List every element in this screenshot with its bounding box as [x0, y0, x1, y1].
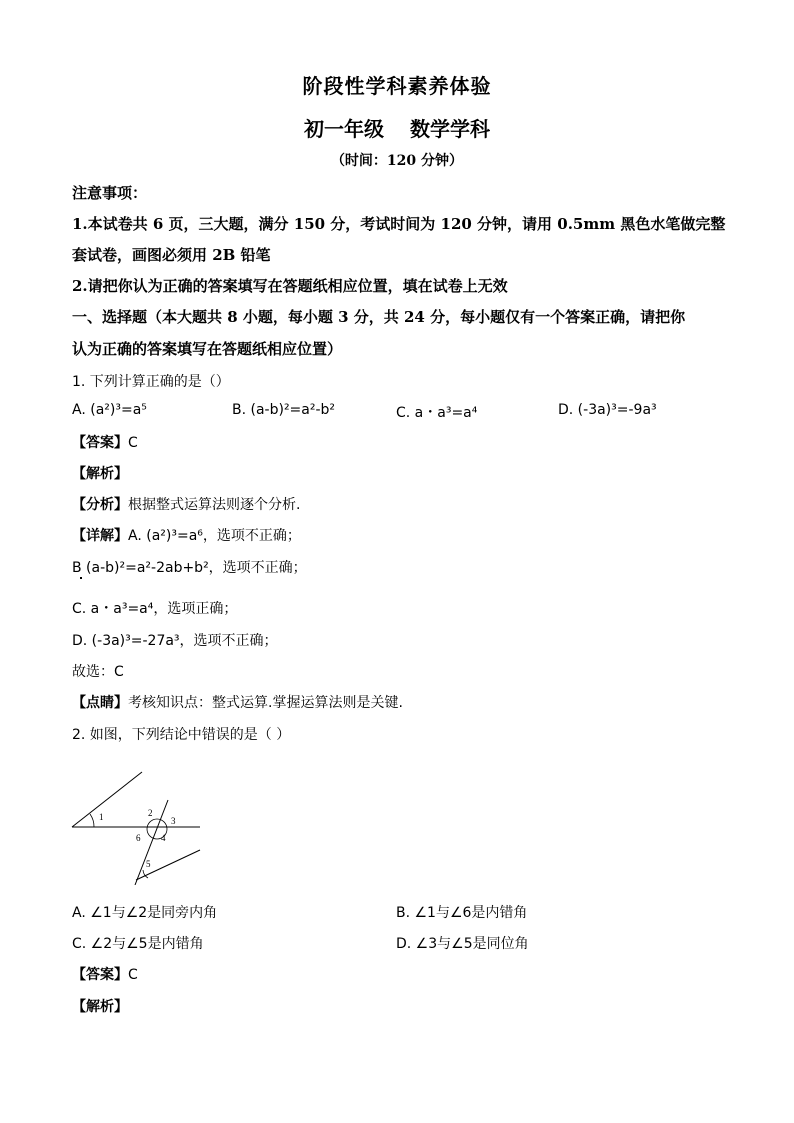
answer-tag: 【答案】: [72, 435, 128, 451]
question-1-option-c: C. a・a³=a⁴: [396, 405, 478, 421]
grade-label: 初一年级: [304, 117, 384, 141]
question-2-option-d: D. ∠3与∠5是同位角: [396, 936, 529, 952]
angle-label-6: 6: [136, 833, 141, 843]
question-1-analysis-tag: 【解析】: [72, 466, 128, 482]
notes-heading: 注意事项：: [72, 184, 148, 202]
angle-1-arc: [90, 814, 94, 827]
fenxi-tag: 【分析】: [72, 497, 128, 513]
note-item-1-line-2: 套试卷，画图必须用 2B 铅笔: [72, 246, 271, 264]
question-2-stem: 2. 如图，下列结论中错误的是（ ）: [72, 727, 291, 743]
angle-label-4: 4: [161, 833, 166, 843]
question-1-option-a: A. (a²)³=a⁵: [72, 402, 147, 418]
question-1-xiangjie-c: C. a・a³=a⁴，选项正确；: [72, 601, 238, 617]
question-1-dianjing: [72, 692, 403, 712]
dianjing-tag: 【点睛】: [72, 695, 128, 711]
angle-diagram: [70, 770, 210, 885]
dianjing-text: 考核知识点：整式运算.掌握运算法则是关键.: [128, 695, 403, 711]
question-1-option-d: D. (-3a)³=-9a³: [558, 402, 657, 418]
angle-label-1: 1: [99, 812, 104, 822]
question-1-choice: 故选：C: [72, 664, 124, 680]
upper-diagonal-line: [72, 772, 142, 827]
fenxi-text: 根据整式运算法则逐个分析.: [128, 497, 301, 513]
answer-value: C: [128, 435, 138, 451]
note-item-1-line-1: 1.本试卷共 6 页，三大题，满分 150 分，考试时间为 120 分钟，请用 0.5mm 黑色水笔做完整: [72, 215, 726, 233]
question-1-option-b: B. (a-b)²=a²-b²: [232, 402, 336, 418]
exam-subtitle: [0, 113, 794, 142]
answer-value: C: [128, 967, 138, 983]
stray-dot: [80, 577, 82, 579]
question-1-xiangjie-b: B (a-b)²=a²-2ab+b²，选项不正确；: [72, 560, 307, 576]
question-2-option-b: B. ∠1与∠6是内错角: [396, 905, 528, 921]
question-2-analysis-tag: 【解析】: [72, 999, 128, 1015]
question-1-xiangjie-d: D. (-3a)³=-27a³，选项不正确；: [72, 633, 278, 649]
question-1-xiangjie-a: [72, 525, 301, 545]
question-2-option-a: A. ∠1与∠2是同旁内角: [72, 905, 218, 921]
question-2-answer: [72, 964, 138, 984]
xiangjie-a-text: A. (a²)³=a⁶，选项不正确；: [128, 528, 301, 544]
subject-label: 数学学科: [410, 117, 490, 141]
question-2-option-c: C. ∠2与∠5是内错角: [72, 936, 204, 952]
exam-title: 阶段性学科素养体验: [302, 74, 492, 98]
exam-time: （时间：120 分钟）: [330, 153, 464, 169]
angle-label-5: 5: [146, 859, 151, 869]
xiangjie-tag: 【详解】: [72, 528, 128, 544]
question-1-stem: 1. 下列计算正确的是（）: [72, 374, 230, 390]
question-2-figure: [70, 770, 210, 889]
note-item-2: 2.请把你认为正确的答案填写在答题纸相应位置，填在试卷上无效: [72, 277, 508, 295]
question-1-fenxi: [72, 494, 300, 514]
question-1-answer: [72, 432, 138, 452]
angle-label-2: 2: [148, 808, 153, 818]
angle-label-3: 3: [171, 816, 176, 826]
answer-tag: 【答案】: [72, 967, 128, 983]
section-1-instructions-line-2: 认为正确的答案填写在答题纸相应位置）: [72, 340, 343, 358]
section-1-instructions-line-1: 一、选择题（本大题共 8 小题，每小题 3 分，共 24 分，每小题仅有一个答案正确，请把你: [72, 308, 686, 326]
